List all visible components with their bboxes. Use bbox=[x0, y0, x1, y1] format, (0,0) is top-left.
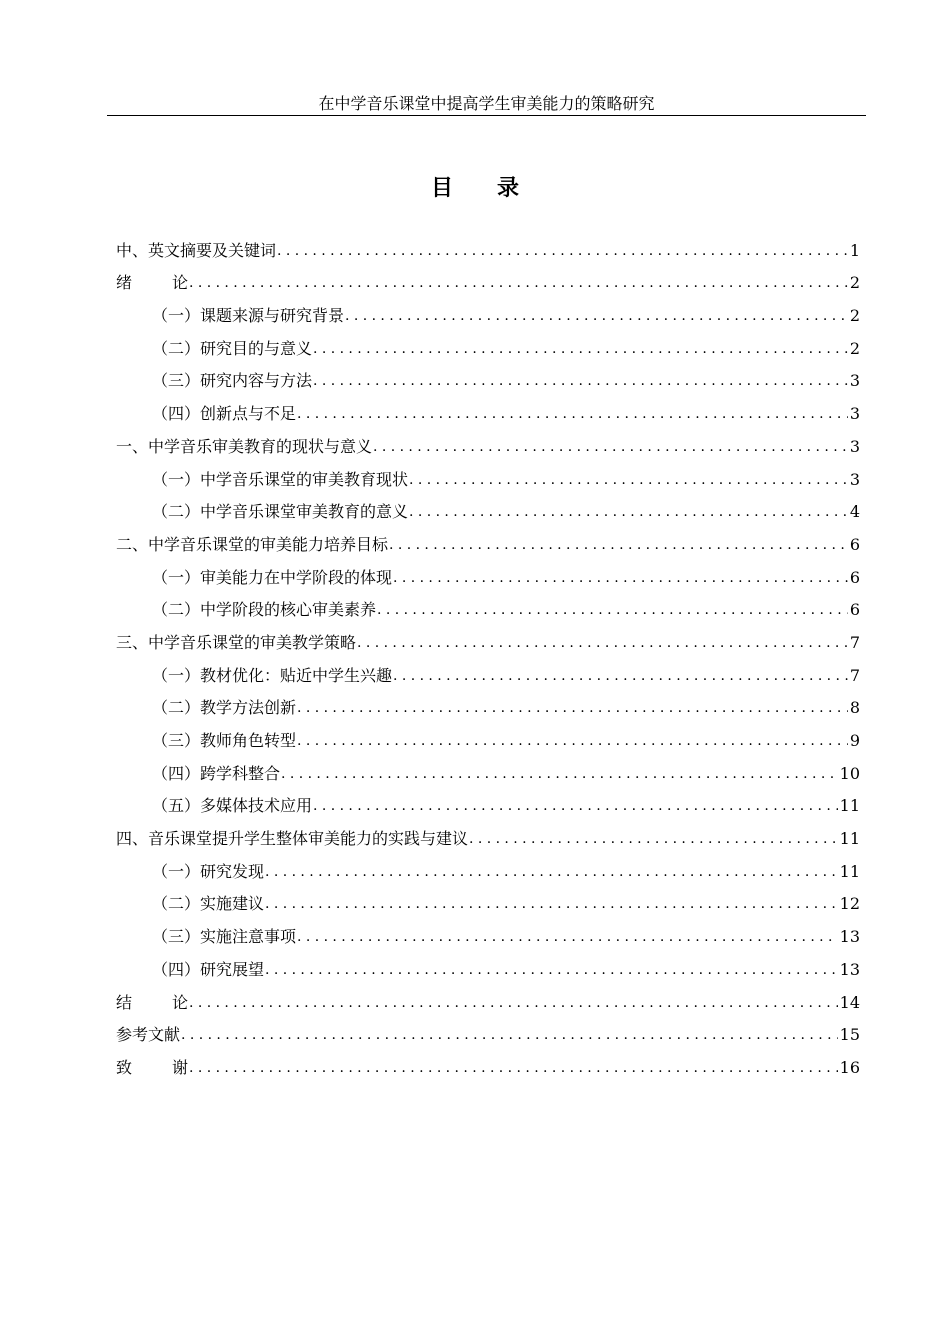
toc-dot-leader bbox=[297, 730, 848, 752]
toc-entry-page: 7 bbox=[849, 665, 860, 685]
toc-entry-label: （一）审美能力在中学阶段的体现 bbox=[152, 567, 393, 587]
toc-dot-leader bbox=[189, 992, 838, 1014]
toc-entry-label: （三）研究内容与方法 bbox=[152, 371, 313, 391]
toc-entry-page: 2 bbox=[849, 273, 860, 293]
toc-entry[interactable] bbox=[116, 523, 860, 556]
toc-dot-leader bbox=[189, 1057, 838, 1079]
toc-dot-leader bbox=[389, 534, 848, 556]
toc-entry-label: （一）课题来源与研究背景 bbox=[152, 306, 345, 326]
toc-entry-label: 中、英文摘要及关键词 bbox=[116, 240, 277, 260]
toc-dot-leader bbox=[409, 501, 848, 523]
toc-entry[interactable] bbox=[116, 1046, 860, 1079]
toc-entry[interactable] bbox=[116, 785, 860, 818]
toc-entry-label: 绪论 bbox=[116, 273, 189, 293]
toc-entry-label: （二）教学方法创新 bbox=[152, 698, 297, 718]
toc-entry[interactable] bbox=[116, 589, 860, 622]
toc-entry-page: 10 bbox=[839, 763, 860, 783]
toc-entry-page: 14 bbox=[839, 992, 860, 1012]
toc-entry-label: （一）研究发现 bbox=[152, 861, 265, 881]
toc-entry-page: 3 bbox=[849, 404, 860, 424]
toc-dot-leader bbox=[265, 893, 838, 915]
toc-entry[interactable] bbox=[116, 883, 860, 916]
toc-dot-leader bbox=[297, 403, 848, 425]
toc-entry-label: （三）实施注意事项 bbox=[152, 927, 297, 947]
toc-entry-label: 二、中学音乐课堂的审美能力培养目标 bbox=[116, 534, 389, 554]
toc-entry[interactable] bbox=[116, 229, 860, 262]
toc-entry-page: 4 bbox=[849, 502, 860, 522]
toc-entry-page: 11 bbox=[839, 861, 860, 881]
toc-entry[interactable] bbox=[116, 327, 860, 360]
toc-entry-label: 一、中学音乐审美教育的现状与意义 bbox=[116, 436, 373, 456]
toc-list bbox=[116, 229, 860, 1079]
toc-dot-leader bbox=[393, 665, 848, 687]
toc-entry-page: 12 bbox=[839, 894, 860, 914]
toc-entry-page: 3 bbox=[849, 469, 860, 489]
toc-entry-label: 参考文献 bbox=[116, 1025, 181, 1045]
toc-dot-leader bbox=[277, 240, 848, 262]
toc-entry-label: （四）跨学科整合 bbox=[152, 763, 281, 783]
toc-entry-label: （二）研究目的与意义 bbox=[152, 338, 313, 358]
toc-entry[interactable] bbox=[116, 850, 860, 883]
toc-entry[interactable] bbox=[116, 948, 860, 981]
toc-entry[interactable] bbox=[116, 425, 860, 458]
toc-entry[interactable] bbox=[116, 817, 860, 850]
toc-entry-page: 11 bbox=[839, 829, 860, 849]
toc-entry-page: 9 bbox=[849, 731, 860, 750]
toc-dot-leader bbox=[281, 763, 838, 785]
toc-dot-leader bbox=[181, 1024, 838, 1046]
toc-entry-page: 7 bbox=[849, 632, 860, 652]
toc-title: 目录 bbox=[430, 175, 563, 201]
toc-entry-label: （一）中学音乐课堂的审美教育现状 bbox=[152, 469, 409, 489]
toc-entry-page: 8 bbox=[849, 698, 860, 718]
toc-entry-page: 13 bbox=[839, 959, 860, 979]
toc-entry[interactable] bbox=[116, 360, 860, 393]
toc-entry-page: 15 bbox=[839, 1025, 860, 1045]
toc-entry-label: 四、音乐课堂提升学生整体审美能力的实践与建议 bbox=[116, 829, 469, 849]
toc-entry-page: 6 bbox=[849, 567, 860, 587]
toc-entry[interactable] bbox=[116, 621, 860, 654]
toc-entry[interactable] bbox=[116, 458, 860, 491]
toc-dot-leader bbox=[265, 861, 838, 883]
toc-entry-label: （二）实施建议 bbox=[152, 894, 265, 914]
toc-entry-page: 16 bbox=[839, 1057, 860, 1077]
toc-entry[interactable] bbox=[116, 556, 860, 589]
toc-entry-page: 3 bbox=[849, 436, 860, 456]
toc-entry-page: 6 bbox=[849, 600, 860, 620]
toc-entry-page: 11 bbox=[839, 796, 860, 816]
toc-entry-label: （四）研究展望 bbox=[152, 959, 265, 979]
toc-dot-leader bbox=[409, 469, 848, 491]
toc-entry-page: 2 bbox=[849, 338, 860, 358]
toc-entry-page: 3 bbox=[849, 371, 860, 391]
toc-entry-page: 1 bbox=[849, 240, 860, 260]
toc-dot-leader bbox=[297, 697, 848, 719]
toc-entry[interactable] bbox=[116, 392, 860, 425]
toc-dot-leader bbox=[265, 959, 838, 981]
toc-entry-page: 6 bbox=[849, 534, 860, 554]
toc-dot-leader bbox=[313, 370, 848, 392]
toc-dot-leader bbox=[469, 828, 838, 850]
toc-entry-page: 2 bbox=[849, 306, 860, 326]
toc-dot-leader bbox=[393, 567, 848, 589]
toc-entry[interactable] bbox=[116, 1014, 860, 1047]
toc-entry-label: 三、中学音乐课堂的审美教学策略 bbox=[116, 632, 357, 652]
toc-entry[interactable] bbox=[116, 654, 860, 687]
toc-entry-label: （二）中学阶段的核心审美素养 bbox=[152, 600, 377, 620]
toc-dot-leader bbox=[313, 795, 838, 817]
toc-entry[interactable] bbox=[116, 719, 860, 752]
toc-entry[interactable] bbox=[116, 915, 860, 948]
toc-entry-label: 结论 bbox=[116, 992, 189, 1012]
running-header: 在中学音乐课堂中提高学生审美能力的策略研究 bbox=[318, 94, 655, 113]
toc-entry-label: （五）多媒体技术应用 bbox=[152, 796, 313, 816]
toc-dot-leader bbox=[297, 926, 838, 948]
header-rule bbox=[107, 115, 866, 116]
toc-entry[interactable] bbox=[116, 981, 860, 1014]
toc-entry-label: 致谢 bbox=[116, 1057, 189, 1077]
toc-entry-label: （一）教材优化：贴近中学生兴趣 bbox=[152, 665, 393, 685]
toc-dot-leader bbox=[373, 436, 848, 458]
toc-entry[interactable] bbox=[116, 752, 860, 785]
toc-entry-label: （四）创新点与不足 bbox=[152, 404, 297, 424]
toc-entry-page: 13 bbox=[839, 927, 860, 947]
toc-dot-leader bbox=[189, 272, 848, 294]
toc-entry[interactable] bbox=[116, 262, 860, 295]
toc-dot-leader bbox=[357, 632, 848, 654]
toc-dot-leader bbox=[345, 305, 848, 327]
toc-entry[interactable] bbox=[116, 491, 860, 524]
toc-entry[interactable] bbox=[116, 294, 860, 327]
toc-entry-label: （三）教师角色转型 bbox=[152, 731, 297, 750]
toc-dot-leader bbox=[377, 599, 848, 621]
toc-entry-label: （二）中学音乐课堂审美教育的意义 bbox=[152, 502, 409, 522]
toc-entry[interactable] bbox=[116, 687, 860, 720]
toc-dot-leader bbox=[313, 338, 848, 360]
